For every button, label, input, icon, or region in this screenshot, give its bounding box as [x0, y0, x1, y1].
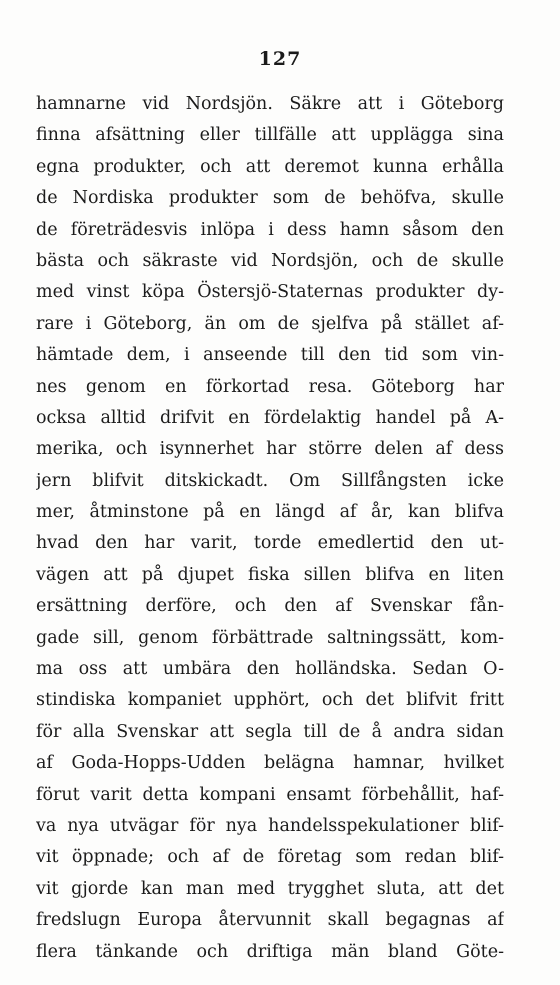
- text-line: de Nordiska produkter som de behöfva, skulle: [36, 188, 504, 209]
- text-line: merika, och isynnerhet har större delen af dess: [36, 439, 504, 460]
- text-line: ersättning derföre, och den af Svenskar fån-: [36, 596, 504, 617]
- text-line: ma oss att umbära den holländska. Sedan O-: [36, 659, 504, 680]
- text-line: stindiska kompaniet upphört, och det blifvit fritt: [36, 690, 504, 711]
- text-line: för alla Svenskar att segla till de å andra sidan: [36, 721, 504, 742]
- text-line: förut varit detta kompani ensamt förbehållit, haf-: [36, 784, 504, 805]
- text-line: mer, åtminstone på en längd af år, kan blifva: [36, 502, 504, 523]
- body-text: [36, 89, 504, 968]
- text-line: gade sill, genom förbättrade saltningssätt, kom-: [36, 627, 504, 648]
- text-line: vit öppnade; och af de företag som redan blif-: [36, 847, 504, 868]
- text-line: ocksa alltid drifvit en fördelaktig handel på A-: [36, 407, 504, 428]
- text-line: fredslugn Europa återvunnit skall begagnas af: [36, 910, 504, 931]
- text-line: hämtade dem, i anseende till den tid som vin-: [36, 345, 504, 366]
- text-line: hvad den har varit, torde emedlertid den ut-: [36, 533, 504, 554]
- text-line: jern blifvit ditskickadt. Om Sillfångsten icke: [36, 470, 504, 491]
- text-line: vit gjorde kan man med trygghet sluta, att det: [36, 878, 504, 899]
- page-number: 127: [258, 48, 302, 70]
- text-line: med vinst köpa Östersjö-Staternas produkter dy-: [36, 282, 504, 303]
- text-line: af Goda-Hopps-Udden belägna hamnar, hvilket: [36, 753, 504, 774]
- text-line: egna produkter, och att deremot kunna erhålla: [36, 156, 504, 177]
- text-line: hamnarne vid Nordsjön. Säkre att i Göteborg: [36, 94, 504, 114]
- text-line: flera tänkande och driftiga män bland Göte-: [36, 941, 504, 962]
- text-line: nes genom en förkortad resa. Göteborg har: [36, 376, 504, 397]
- text-line: de företrädesvis inlöpa i dess hamn såsom den: [36, 219, 504, 240]
- text-line: vägen att på djupet fiska sillen blifva en liten: [36, 564, 504, 585]
- text-line: rare i Göteborg, än om de sjelfva på stället af-: [36, 313, 504, 334]
- text-line: va nya utvägar för nya handelsspekulationer blif-: [36, 815, 504, 836]
- text-line: bästa och säkraste vid Nordsjön, och de skulle: [36, 250, 504, 271]
- text-line: finna afsättning eller tillfälle att upplägga sina: [36, 125, 504, 146]
